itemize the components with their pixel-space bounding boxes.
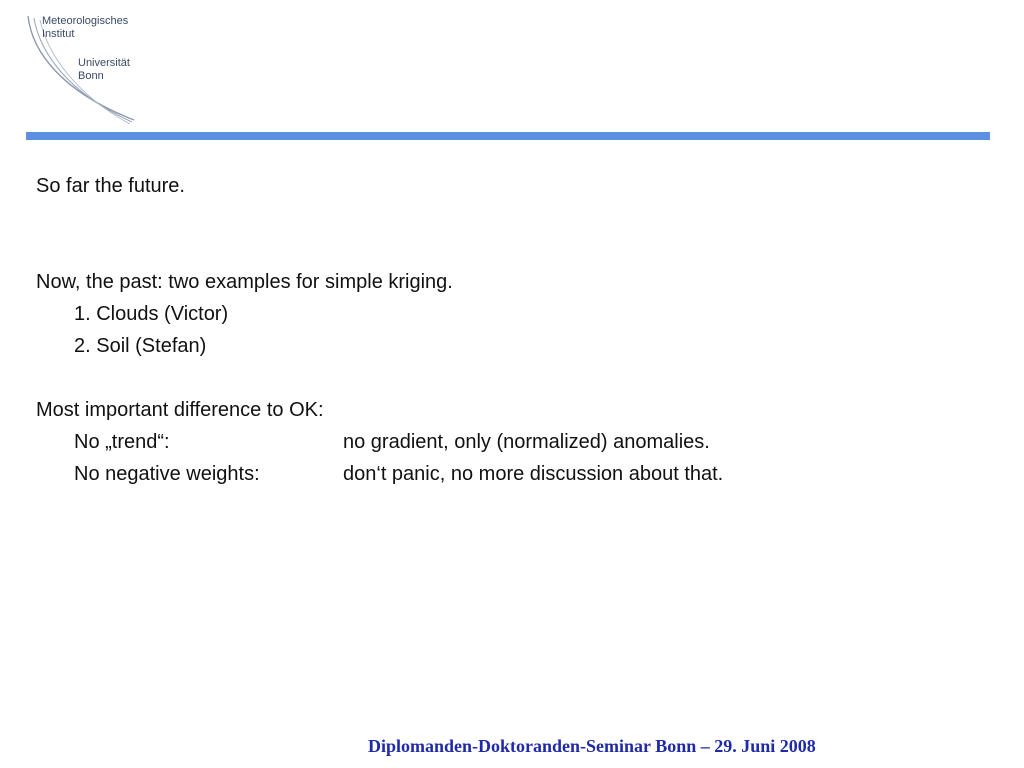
example-item-clouds: 1. Clouds (Victor): [74, 303, 229, 325]
logo-line-2: Institut: [42, 28, 75, 40]
footer-text: Diplomanden-Doktoranden-Seminar Bonn – 29. Juni 2008: [368, 736, 816, 756]
logo-line-3: Universität: [78, 57, 130, 69]
difference-text: don‘t panic, no more discussion about that.: [343, 463, 724, 485]
logo-line-1: Meteorologisches: [42, 15, 129, 27]
logo-text-university: [78, 57, 130, 83]
header-rule: [26, 132, 990, 140]
difference-heading: Most important difference to OK:: [36, 399, 324, 421]
example-item-soil: 2. Soil (Stefan): [74, 335, 207, 357]
blank-line: [36, 362, 976, 394]
logo-text-institute: [42, 15, 128, 41]
difference-text: no gradient, only (normalized) anomalies.: [343, 431, 710, 453]
institute-logo: [22, 12, 152, 124]
blank-line: [36, 234, 976, 266]
intro-text: So far the future.: [36, 175, 185, 197]
difference-label: No „trend“:: [74, 431, 170, 453]
difference-item-weights: [36, 458, 976, 490]
slide-content: [36, 170, 976, 490]
difference-label: No negative weights:: [74, 463, 260, 485]
blank-line: [36, 202, 976, 234]
difference-item-trend: [36, 426, 976, 458]
logo-line-4: Bonn: [78, 70, 104, 82]
past-heading: Now, the past: two examples for simple kriging.: [36, 271, 453, 293]
